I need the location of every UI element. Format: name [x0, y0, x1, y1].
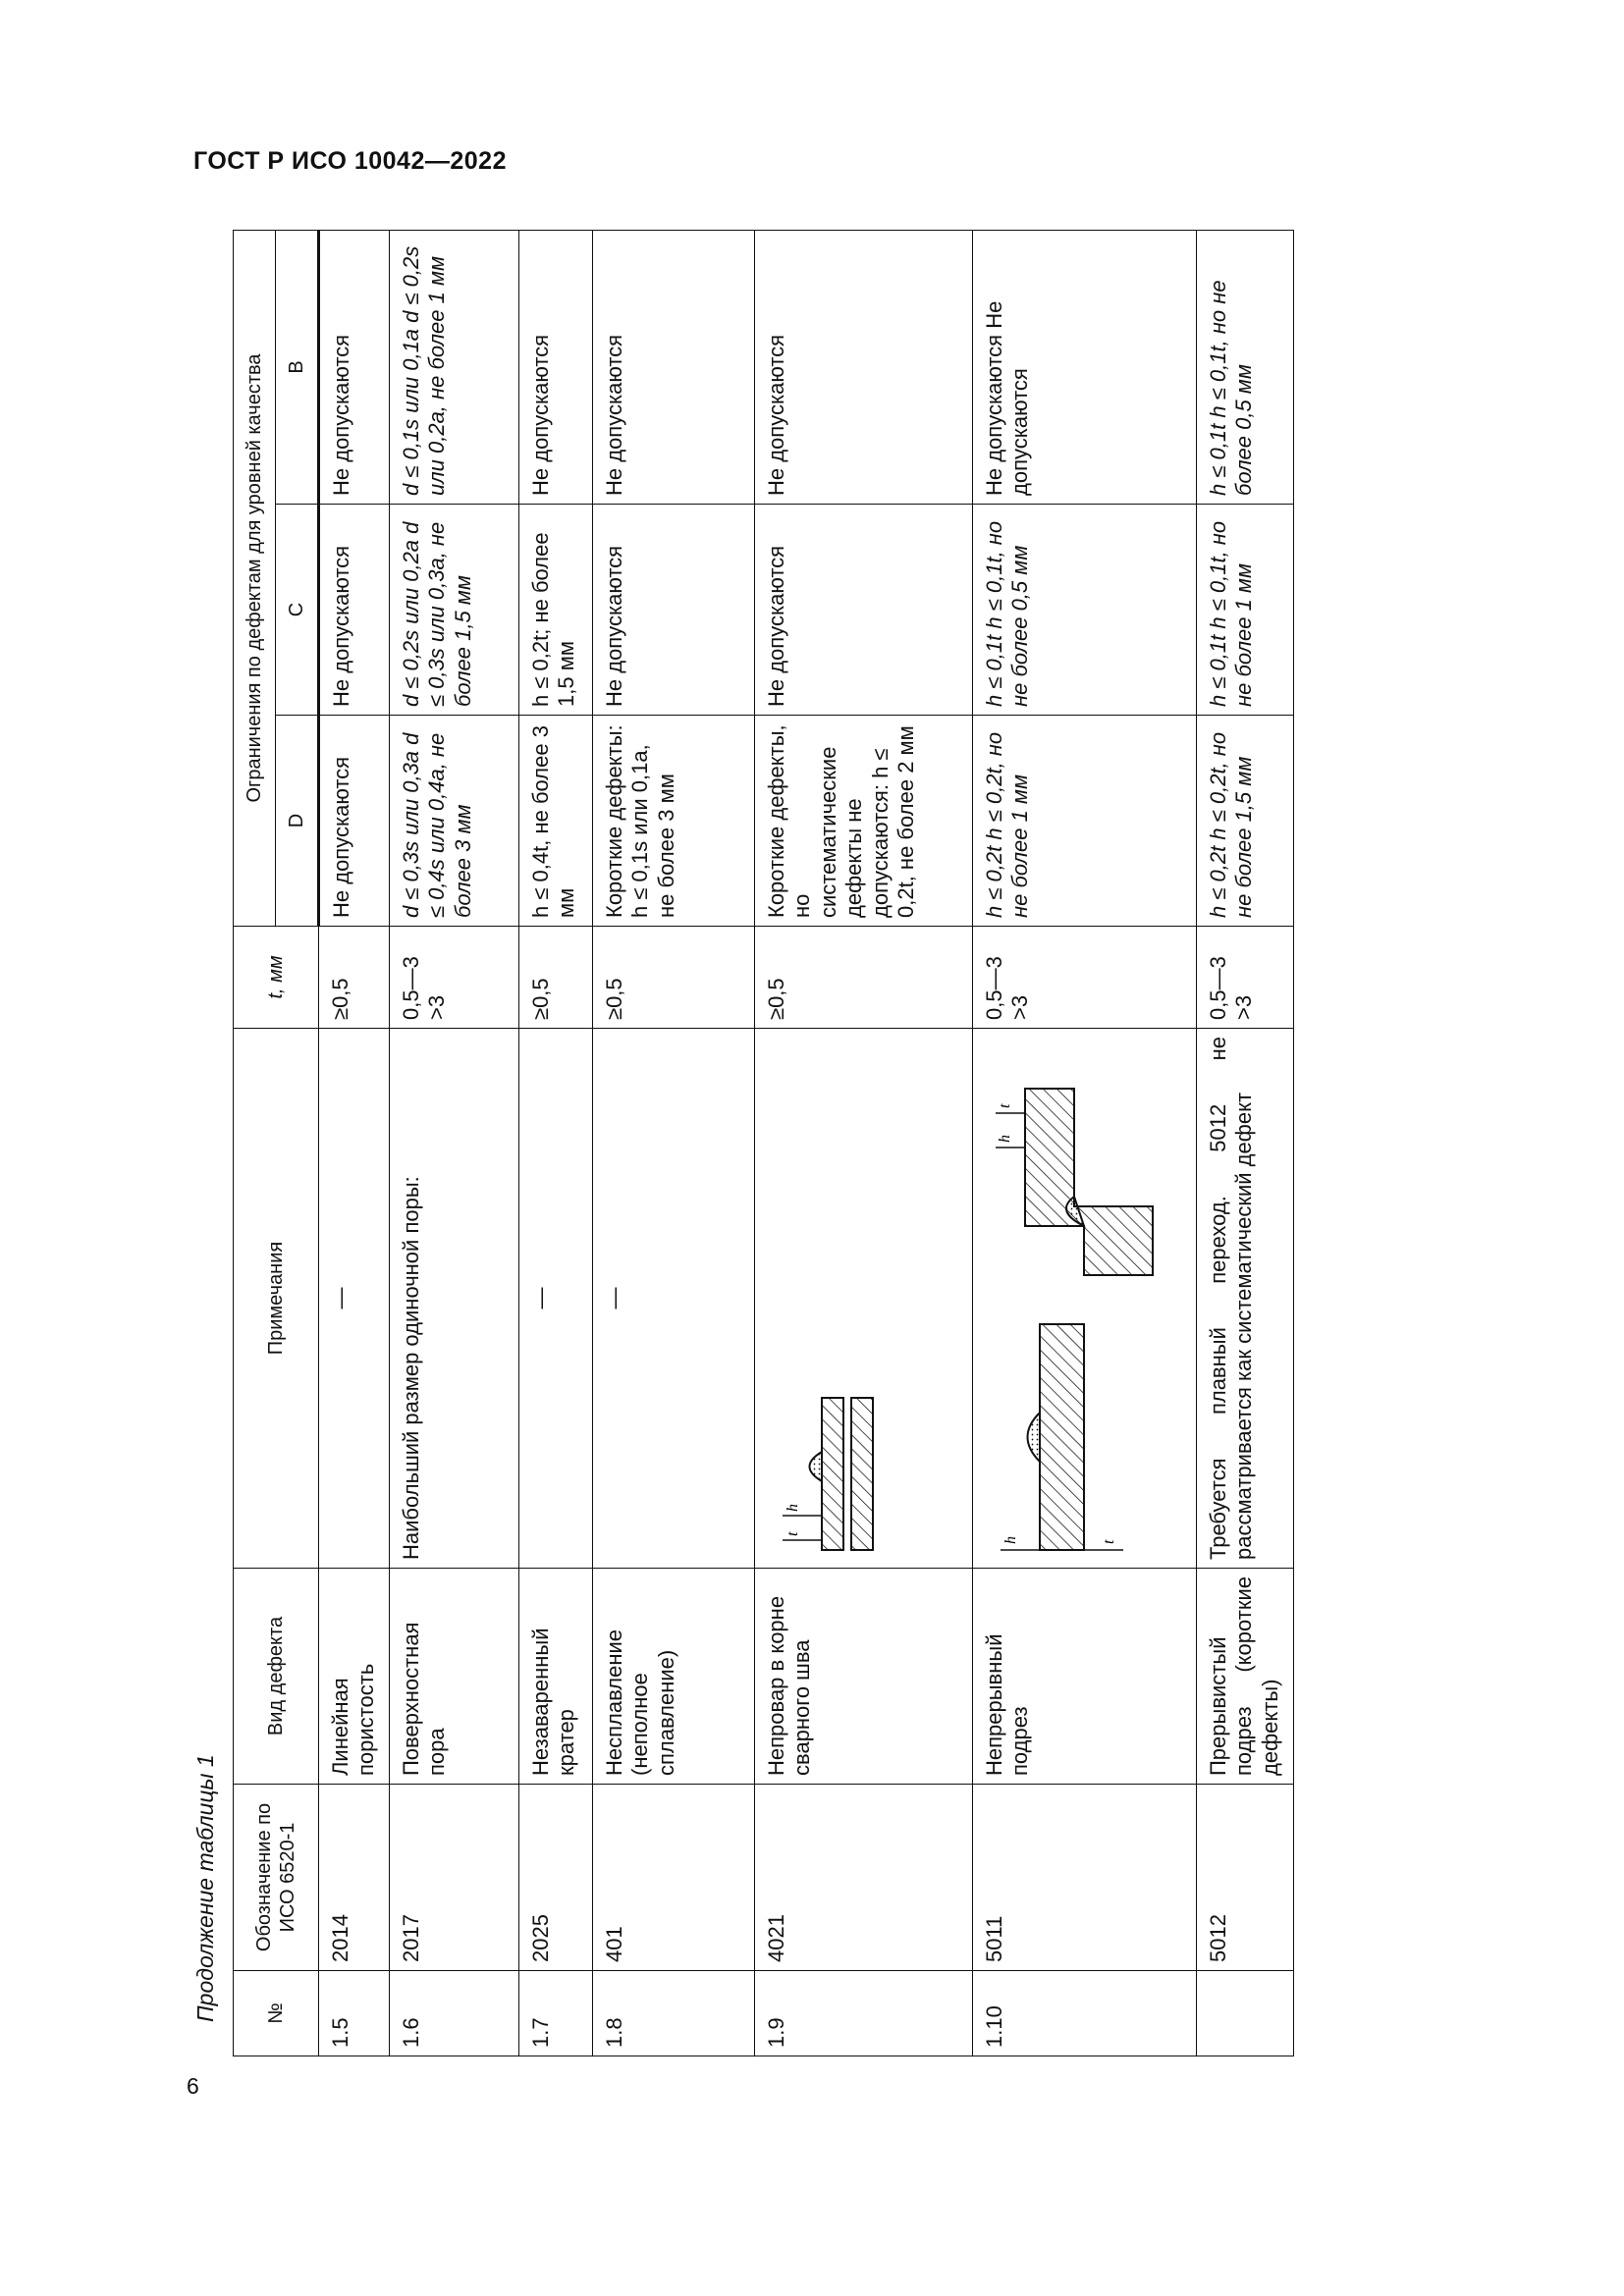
- cell-code: 5012: [1197, 1785, 1294, 1971]
- page-number: 6: [187, 2073, 199, 2099]
- cell-b: Не допускаются: [755, 230, 973, 504]
- table-row: [1197, 230, 1294, 2056]
- col-level-b: B: [276, 230, 319, 504]
- cell-t: ≥0,5: [519, 927, 593, 1029]
- cell-notes: —: [519, 1029, 593, 1569]
- cell-t: ≥0,5: [755, 927, 973, 1029]
- diagram-label-h: h: [1002, 1536, 1019, 1544]
- cell-defect: Непровар в корне сварного шва: [755, 1569, 973, 1785]
- col-defect-type: Вид дефекта: [234, 1569, 319, 1785]
- diagram-label-h: h: [785, 1504, 801, 1512]
- cell-c: d ≤ 0,2s или 0,2a d ≤ 0,3s или 0,3a, не более 1,5 мм: [390, 505, 519, 716]
- cell-t: 0,5—3 >3: [1197, 927, 1294, 1029]
- col-num: №: [234, 1971, 319, 2056]
- cell-notes: [973, 1029, 1197, 1569]
- cell-c: Не допускаются: [319, 505, 390, 716]
- cell-b: Не допускаются Не допускаются: [973, 230, 1197, 504]
- table-row: [319, 230, 390, 2056]
- cell-code: 4021: [755, 1785, 973, 1971]
- col-designation: Обозначение по ИСО 6520-1: [234, 1785, 319, 1971]
- cell-code: 5011: [973, 1785, 1197, 1971]
- cell-notes: Наибольший размер одиночной поры:: [390, 1029, 519, 1569]
- cell-d: Короткие дефекты: h ≤ 0,1s или 0,1a, не более 3 мм: [593, 716, 755, 927]
- cell-code: 401: [593, 1785, 755, 1971]
- diagram-label-t: t: [1101, 1539, 1117, 1544]
- root-penetration-diagram: [768, 1383, 886, 1560]
- cell-defect: Поверхностная пора: [390, 1569, 519, 1785]
- cell-defect: Линейная пористость: [319, 1569, 390, 1785]
- cell-d: h ≤ 0,4t, не более 3 мм: [519, 716, 593, 927]
- col-thickness: t, мм: [234, 927, 319, 1029]
- cell-t: 0,5—3 >3: [973, 927, 1197, 1029]
- cell-d: Короткие дефекты, но систематические дефекты не допускаются: h ≤ 0,2t, не более 2 мм: [755, 716, 973, 927]
- table-row: [973, 230, 1197, 2056]
- cell-b: d ≤ 0,1s или 0,1a d ≤ 0,2s или 0,2a, не более 1 мм: [390, 230, 519, 504]
- diagram-label-t: t: [997, 1103, 1013, 1108]
- table-row: [593, 230, 755, 2056]
- cell-notes: Требуется плавный переход. 5012 не рассматривается как систематический дефект: [1197, 1029, 1294, 1569]
- diagram-label-h: h: [997, 1135, 1013, 1143]
- cell-code: 2017: [390, 1785, 519, 1971]
- cell-notes: —: [593, 1029, 755, 1569]
- cell-d: d ≤ 0,3s или 0,3a d ≤ 0,4s или 0,4a, не более 3 мм: [390, 716, 519, 927]
- document-title: ГОСТ Р ИСО 10042—2022: [193, 147, 507, 175]
- col-level-d: D: [276, 716, 319, 927]
- cell-notes: [755, 1029, 973, 1569]
- table-row: [519, 230, 593, 2056]
- table-row: [390, 230, 519, 2056]
- table-row: [755, 230, 973, 2056]
- rotated-table-wrapper: [233, 231, 1424, 2056]
- cell-num: 1.10: [973, 1971, 1197, 2056]
- defects-table: [233, 230, 1294, 2056]
- cell-d: Не допускаются: [319, 716, 390, 927]
- cell-b: Не допускаются: [519, 230, 593, 504]
- cell-defect: Несплавление (неполное сплавление): [593, 1569, 755, 1785]
- undercut-diagram: [986, 1069, 1182, 1560]
- cell-t: 0,5—3 >3: [390, 927, 519, 1029]
- cell-num: [1197, 1971, 1294, 2056]
- cell-c: h ≤ 0,1t h ≤ 0,1t, но не более 1 мм: [1197, 505, 1294, 716]
- cell-code: 2014: [319, 1785, 390, 1971]
- table-caption: Продолжение таблицы 1: [192, 1754, 218, 2022]
- cell-defect: Непрерывный подрез: [973, 1569, 1197, 1785]
- cell-b: Не допускаются: [319, 230, 390, 504]
- cell-b: Не допускаются: [593, 230, 755, 504]
- cell-num: 1.8: [593, 1971, 755, 2056]
- cell-num: 1.5: [319, 1971, 390, 2056]
- cell-code: 2025: [519, 1785, 593, 1971]
- cell-c: h ≤ 0,2t; не более 1,5 мм: [519, 505, 593, 716]
- col-level-c: C: [276, 505, 319, 716]
- cell-num: 1.7: [519, 1971, 593, 2056]
- cell-t: ≥0,5: [319, 927, 390, 1029]
- cell-num: 1.6: [390, 1971, 519, 2056]
- col-notes: Примечания: [234, 1029, 319, 1569]
- cell-notes: —: [319, 1029, 390, 1569]
- diagram-label-t: t: [785, 1531, 801, 1536]
- cell-defect: Прерывистый подрез (короткие дефекты): [1197, 1569, 1294, 1785]
- cell-b: h ≤ 0,1t h ≤ 0,1t, но не более 0,5 мм: [1197, 230, 1294, 504]
- cell-c: Не допускаются: [755, 505, 973, 716]
- cell-c: h ≤ 0,1t h ≤ 0,1t, но не более 0,5 мм: [973, 505, 1197, 716]
- cell-t: ≥0,5: [593, 927, 755, 1029]
- cell-c: Не допускаются: [593, 505, 755, 716]
- col-limits: Ограничения по дефектам для уровней качества: [234, 230, 276, 926]
- cell-num: 1.9: [755, 1971, 973, 2056]
- cell-d: h ≤ 0,2t h ≤ 0,2t, но не более 1,5 мм: [1197, 716, 1294, 927]
- cell-d: h ≤ 0,2t h ≤ 0,2t, но не более 1 мм: [973, 716, 1197, 927]
- cell-defect: Незаваренный кратер: [519, 1569, 593, 1785]
